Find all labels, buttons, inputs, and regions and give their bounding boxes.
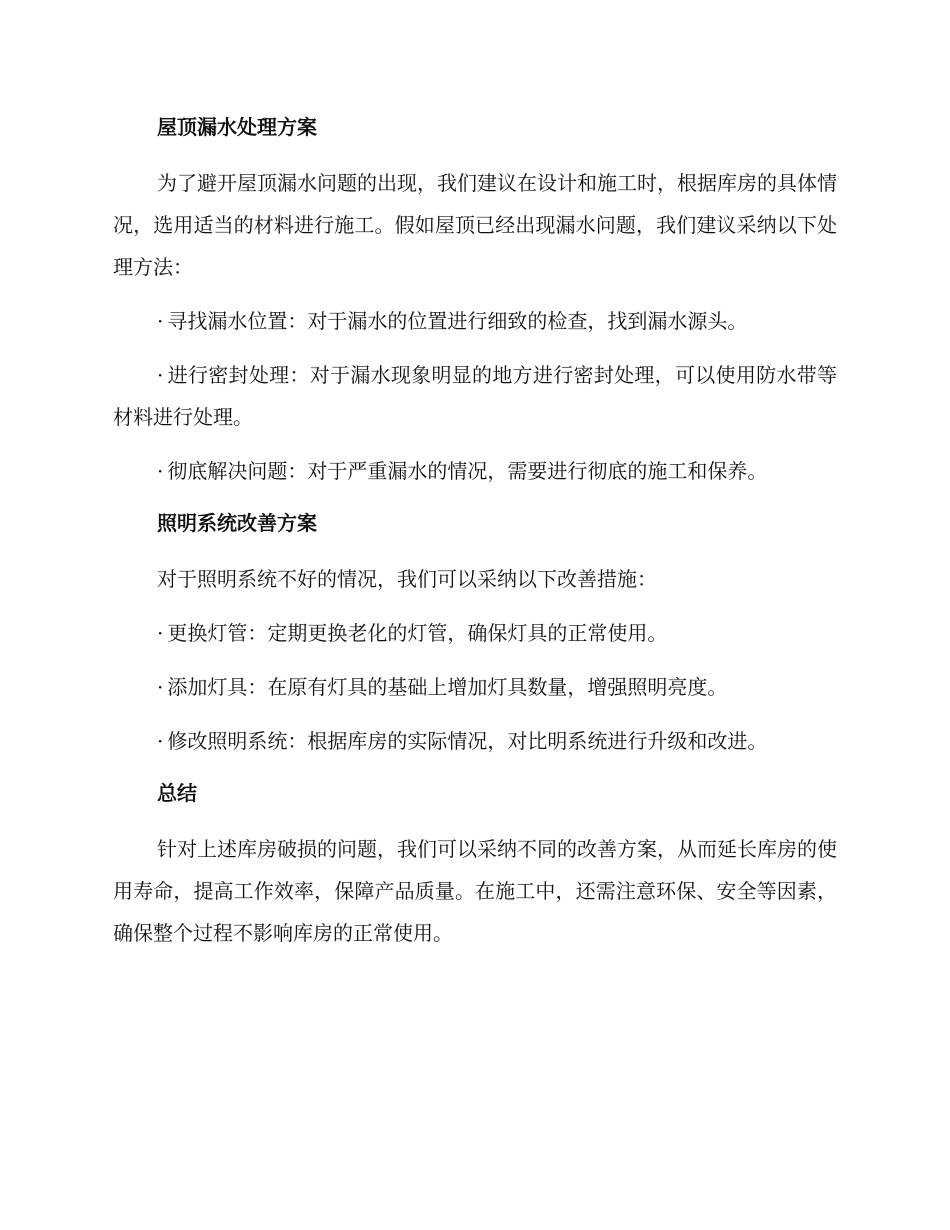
list-item-text: 更换灯管：定期更换老化的灯管，确保灯具的正常使用。 <box>167 621 668 645</box>
list-item-text: 添加灯具：在原有灯具的基础上增加灯具数量，增强照明亮度。 <box>167 675 728 699</box>
list-item-text: 寻找漏水位置：对于漏水的位置进行细致的检查，找到漏水源头。 <box>167 309 748 333</box>
section-paragraph-roof-leak: 为了避开屋顶漏水问题的出现，我们建议在设计和施工时，根据库房的具体情况，选用适当的材料进行施工。假如屋顶已经出现漏水问题，我们建议采纳以下处理方法： <box>113 171 837 279</box>
list-item <box>113 666 837 708</box>
list-item-text: 修改照明系统：根据库房的实际情况，对比明系统进行升级和改进。 <box>167 729 768 753</box>
bullet-icon: · <box>157 363 164 387</box>
section-paragraph-summary: 针对上述库房破损的问题，我们可以采纳不同的改善方案，从而延长库房的使用寿命，提高工作效率，保障产品质量。在施工中，还需注意环保、安全等因素，确保整个过程不影响库房的正常使用。 <box>113 837 837 945</box>
list-item <box>113 450 837 492</box>
bullet-icon: · <box>157 729 164 753</box>
list-item <box>113 720 837 762</box>
section-paragraph-lighting: 对于照明系统不好的情况，我们可以采纳以下改善措施： <box>157 567 657 591</box>
list-item-text: 彻底解决问题：对于严重漏水的情况，需要进行彻底的施工和保养。 <box>167 459 768 483</box>
document-body <box>113 108 837 966</box>
bullet-icon: · <box>157 675 164 699</box>
list-item <box>113 300 837 342</box>
bullet-icon: · <box>157 621 164 645</box>
section-heading-lighting: 照明系统改善方案 <box>157 511 317 535</box>
section-heading-roof-leak: 屋顶漏水处理方案 <box>157 115 317 139</box>
bullet-icon: · <box>157 459 164 483</box>
bullet-icon: · <box>157 309 164 333</box>
list-item-text: 进行密封处理：对于漏水现象明显的地方进行密封处理，可以使用防水带等材料进行处理。 <box>113 363 837 429</box>
list-item <box>113 612 837 654</box>
section-heading-summary: 总结 <box>157 781 197 805</box>
list-item <box>113 354 837 438</box>
